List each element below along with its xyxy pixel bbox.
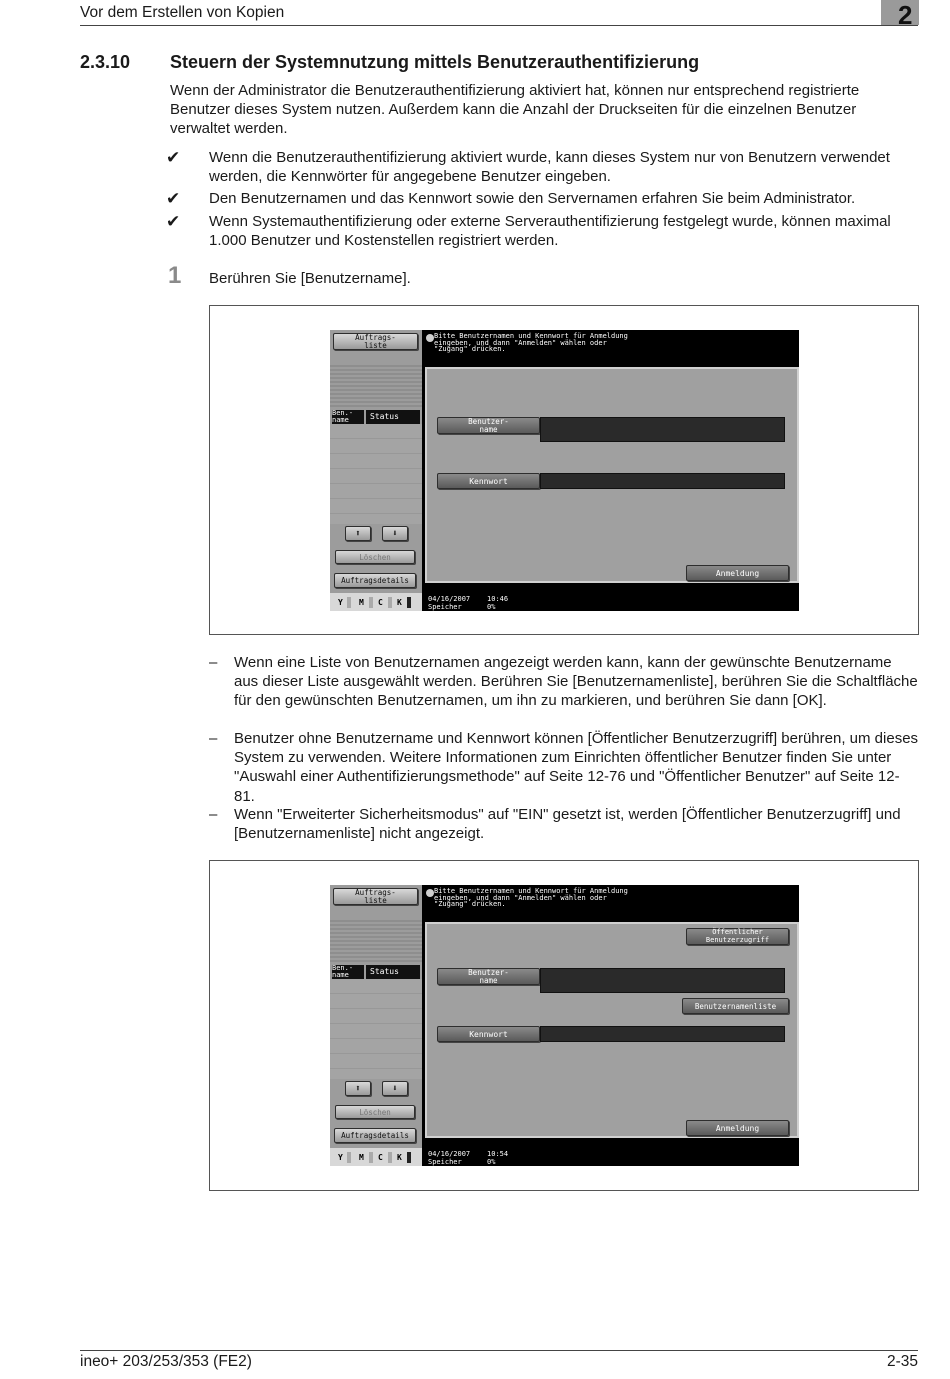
panel-stripes <box>330 363 422 408</box>
copier-screen <box>330 330 799 611</box>
login-panel <box>425 922 799 1138</box>
screenshot-frame <box>209 305 919 635</box>
column-name-header: Ben.- name <box>332 965 364 979</box>
login-button[interactable]: Anmeldung <box>686 565 789 581</box>
username-field[interactable] <box>540 968 785 993</box>
memory-value: 0% <box>487 1158 496 1166</box>
screenshot-frame <box>209 860 919 1191</box>
job-list-button[interactable]: Auftrags- liste <box>333 888 418 905</box>
toner-label-y: Y <box>338 598 343 607</box>
footer-product: ineo+ 203/253/353 (FE2) <box>80 1353 252 1370</box>
toner-level-k <box>407 1152 411 1163</box>
toner-level-m <box>369 597 373 608</box>
username-button[interactable]: Benutzer- name <box>437 968 540 985</box>
running-header-title: Vor dem Erstellen von Kopien <box>80 4 285 21</box>
note-item: Benutzer ohne Benutzername und Kennwort können [Öffentlicher Benutzerzugriff] berühren, um dieses System zu verwenden. Weitere Informationen zum Einrichten öffentlicher Benutzer finden Sie unter "Auswahl einer Authentifizierungsmethode" auf Seite 12-76 und "Öffentlicher Benutzer" auf Seite 12-81. <box>234 730 919 805</box>
public-access-button[interactable]: Öffentlicher Benutzerzugriff <box>686 928 789 945</box>
step-text: Berühren Sie [Benutzername]. <box>209 270 411 287</box>
info-icon <box>426 334 434 342</box>
down-arrow-button[interactable]: ⬇ <box>382 1081 408 1096</box>
status-bar <box>422 593 799 611</box>
job-details-button[interactable]: Auftragsdetails <box>334 573 416 588</box>
column-status-header: Status <box>366 965 420 979</box>
section-number: 2.3.10 <box>80 52 131 72</box>
login-button[interactable]: Anmeldung <box>686 1120 789 1136</box>
copier-screen <box>330 885 799 1166</box>
toner-status <box>330 593 422 611</box>
job-list-area <box>330 424 422 524</box>
footer-rule <box>80 1350 918 1351</box>
username-field[interactable] <box>540 417 785 442</box>
toner-level-c <box>388 597 392 608</box>
up-arrow-button[interactable]: ⬆ <box>345 526 371 541</box>
delete-button[interactable]: Löschen <box>335 550 415 564</box>
toner-level-c <box>388 1152 392 1163</box>
dash-icon: – <box>209 806 218 823</box>
check-item: Den Benutzernamen und das Kennwort sowie den Servernamen erfahren Sie beim Administrator. <box>209 190 856 207</box>
password-button[interactable]: Kennwort <box>437 473 540 489</box>
job-details-button[interactable]: Auftragsdetails <box>334 1128 416 1143</box>
date-display: 04/16/2007 <box>428 595 471 603</box>
header-rule <box>80 25 918 26</box>
down-arrow-button[interactable]: ⬇ <box>382 526 408 541</box>
check-icon: ✔ <box>166 148 181 167</box>
memory-label: Speicher <box>428 603 462 611</box>
note-item: Wenn "Erweiterter Sicherheitsmodus" auf "EIN" gesetzt ist, werden [Öffentlicher Benutzerzugriff] und [Benutzernamenliste] nicht angezeigt. <box>234 806 901 843</box>
toner-label-y: Y <box>338 1153 343 1162</box>
check-item: Wenn Systemauthentifizierung oder externe Serverauthentifizierung festgelegt wurde, können maximal 1.000 Benutzer und Kostenstellen registriert werden. <box>209 213 891 250</box>
job-list-area <box>330 979 422 1079</box>
status-bar <box>422 1148 799 1166</box>
memory-label: Speicher <box>428 1158 462 1166</box>
username-button[interactable]: Benutzer- name <box>437 417 540 434</box>
username-list-button[interactable]: Benutzernamenliste <box>682 998 789 1014</box>
login-panel <box>425 367 799 583</box>
section-title: Steuern der Systemnutzung mittels Benutzerauthentifizierung <box>170 52 700 72</box>
toner-label-k: K <box>397 598 402 607</box>
password-field[interactable] <box>540 1026 785 1042</box>
date-display: 04/16/2007 <box>428 1150 471 1158</box>
toner-level-y <box>347 1152 351 1163</box>
note-item: Wenn eine Liste von Benutzernamen angezeigt werden kann, kann der gewünschte Benutzername aus dieser Liste ausgewählt werden. Berühren Sie [Benutzernamenliste], berühren Sie die Schaltfläche für den gewünschten Benutzernamen, um ihn zu markieren, und berühren Sie dann [OK]. <box>234 654 918 710</box>
check-icon: ✔ <box>166 189 181 208</box>
toner-label-m: M <box>359 598 364 607</box>
toner-label-c: C <box>378 1153 383 1162</box>
password-button[interactable]: Kennwort <box>437 1026 540 1042</box>
check-icon: ✔ <box>166 212 181 231</box>
delete-button[interactable]: Löschen <box>335 1105 415 1119</box>
intro-paragraph: Wenn der Administrator die Benutzerauthentifizierung aktiviert hat, können nur entsprechend registrierte Benutzer dieses System nutzen. Außerdem kann die Anzahl der Druckseiten für die einzelnen Benutzer verwaltet werden. <box>170 82 860 138</box>
password-field[interactable] <box>540 473 785 489</box>
column-name-header: Ben.- name <box>332 410 364 424</box>
toner-level-k <box>407 597 411 608</box>
toner-level-m <box>369 1152 373 1163</box>
toner-label-k: K <box>397 1153 402 1162</box>
toner-status <box>330 1148 422 1166</box>
toner-label-c: C <box>378 598 383 607</box>
column-status-header: Status <box>366 410 420 424</box>
check-item: Wenn die Benutzerauthentifizierung aktiviert wurde, kann dieses System nur von Benutzern verwendet werden, die Kennwörter für angegebene Benutzer eingeben. <box>209 149 890 186</box>
up-arrow-button[interactable]: ⬆ <box>345 1081 371 1096</box>
footer-page-number: 2-35 <box>886 1353 918 1370</box>
time-display: 10:54 <box>487 1150 509 1158</box>
instruction-message: Bitte Benutzernamen und Kennwort für Anmeldung eingeben, und dann "Anmelden" wählen oder "Zugang" drücken. <box>422 330 799 365</box>
instruction-message: Bitte Benutzernamen und Kennwort für Anmeldung eingeben, und dann "Anmelden" wählen oder "Zugang" drücken. <box>422 885 799 920</box>
step-number: 1 <box>168 262 182 289</box>
toner-level-y <box>347 597 351 608</box>
info-icon <box>426 889 434 897</box>
time-display: 10:46 <box>487 595 509 603</box>
dash-icon: – <box>209 654 218 671</box>
toner-label-m: M <box>359 1153 364 1162</box>
dash-icon: – <box>209 730 218 747</box>
job-list-button[interactable]: Auftrags- liste <box>333 333 418 350</box>
chapter-number: 2 <box>898 0 913 30</box>
memory-value: 0% <box>487 603 496 611</box>
panel-stripes <box>330 918 422 963</box>
